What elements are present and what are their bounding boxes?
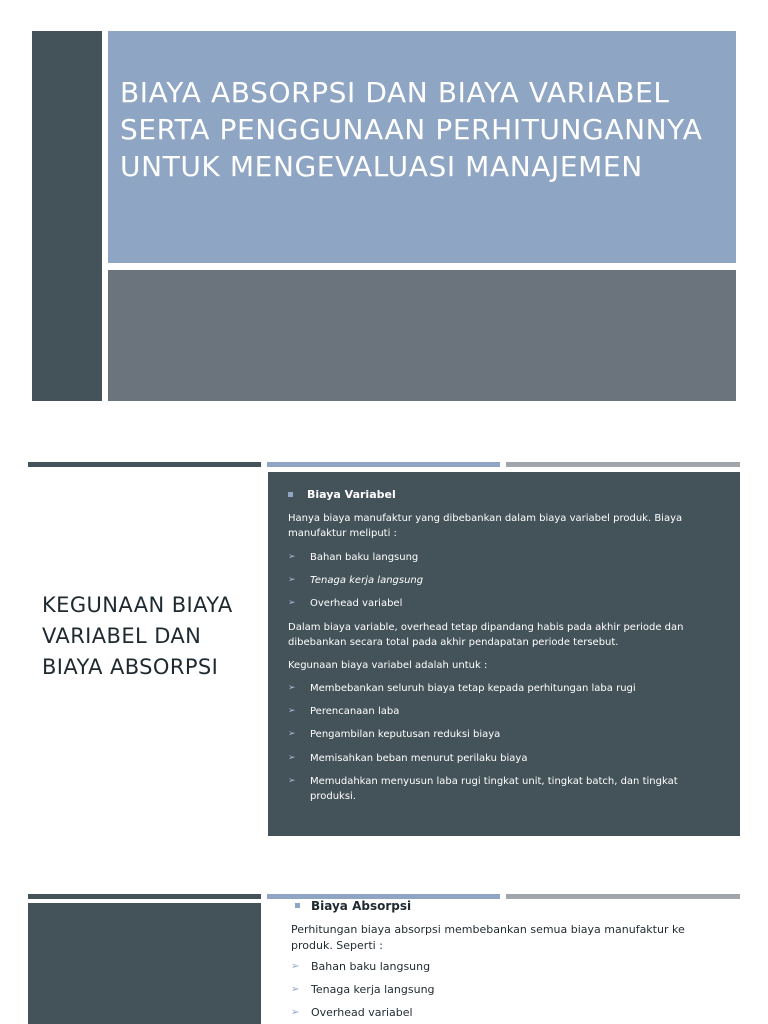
arrow-bullet-icon: ➢ xyxy=(288,683,296,693)
slide2-list2-item: Memudahkan menyusun laba rugi tingkat unit, tingkat batch, dan tingkat produksi. xyxy=(310,776,678,802)
square-bullet-icon xyxy=(295,903,300,908)
slide3-list-item: Overhead variabel xyxy=(311,1006,413,1019)
slide1-subtitle-panel xyxy=(108,270,736,401)
arrow-bullet-icon: ➢ xyxy=(291,1007,300,1018)
slide2-top-bar-blue xyxy=(267,462,500,467)
slide2-list1-item: Tenaga kerja langsung xyxy=(310,575,424,586)
arrow-bullet-icon: ➢ xyxy=(288,706,296,716)
slide2-list1-item: Overhead variabel xyxy=(310,598,403,609)
arrow-bullet-icon: ➢ xyxy=(291,961,300,972)
slide2-list2-item: Memisahkan beban menurut perilaku biaya xyxy=(310,753,528,764)
arrow-bullet-icon: ➢ xyxy=(288,776,296,786)
arrow-bullet-icon: ➢ xyxy=(288,575,296,585)
arrow-bullet-icon: ➢ xyxy=(291,984,300,995)
arrow-bullet-icon: ➢ xyxy=(288,753,296,763)
slide2-paragraph2: Dalam biaya variable, overhead tetap dipandang habis pada akhir periode dan dibebankan secara total pada akhir pendapatan periode tersebut. xyxy=(288,622,684,648)
slide2-list2-item: Perencanaan laba xyxy=(310,706,400,717)
slide2-list2-item: Pengambilan keputusan reduksi biaya xyxy=(310,729,501,740)
slide1-title: BIAYA ABSORPSI DAN BIAYA VARIABEL SERTA PENGGUNAAN PERHITUNGANNYA UNTUK MENGEVALUASI MANAJEMEN xyxy=(120,76,703,183)
slide1-left-accent xyxy=(32,31,102,401)
slide2-top-bar-gray xyxy=(506,462,740,467)
square-bullet-icon xyxy=(288,492,293,497)
arrow-bullet-icon: ➢ xyxy=(288,552,296,562)
slide2-title: KEGUNAAN BIAYA VARIABEL DAN BIAYA ABSORPSI xyxy=(42,593,233,679)
slide3-heading: Biaya Absorpsi xyxy=(311,899,412,913)
slide2-heading: Biaya Variabel xyxy=(307,488,396,501)
slide2-list1-item: Bahan baku langsung xyxy=(310,552,419,563)
slide2-top-bar-dark xyxy=(28,462,261,467)
slide3-list-item: Bahan baku langsung xyxy=(311,960,431,973)
slide3-content xyxy=(270,895,740,1024)
slide3-intro: Perhitungan biaya absorpsi membebankan semua biaya manufaktur ke produk. Seperti : xyxy=(291,923,685,952)
arrow-bullet-icon: ➢ xyxy=(288,729,296,739)
slide2-list2-item: Membebankan seluruh biaya tetap kepada perhitungan laba rugi xyxy=(310,683,636,694)
slide2-content-panel xyxy=(268,472,740,836)
slide3-top-bar-dark xyxy=(28,894,261,899)
slide2-paragraph3: Kegunaan biaya variabel adalah untuk : xyxy=(288,660,488,671)
slide3-left-panel xyxy=(28,903,261,1024)
arrow-bullet-icon: ➢ xyxy=(288,598,296,608)
slide3-list-item: Tenaga kerja langsung xyxy=(311,983,435,996)
slide2-intro: Hanya biaya manufaktur yang dibebankan dalam biaya variabel produk. Biaya manufaktur meliputi : xyxy=(288,513,683,539)
